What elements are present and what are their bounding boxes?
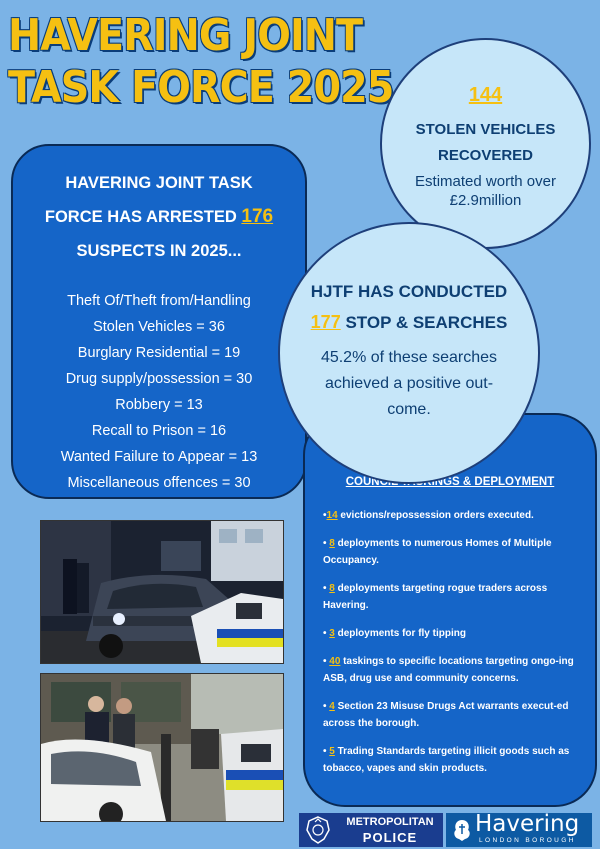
arrests-list	[13, 288, 305, 496]
council-item: •14 evictions/repossession orders executed.	[323, 510, 534, 521]
council-item: • 5 Trading Standards targeting illicit goods such as tobacco, vapes and skin products.	[323, 746, 570, 774]
stops-heading-2: 177 STOP & SEARCHES	[310, 312, 508, 332]
council-list	[323, 507, 583, 777]
police-crest-icon	[305, 816, 331, 844]
council-item: • 8 deployments targeting rogue traders across Havering.	[323, 583, 548, 611]
vehicles-worth-2: £2.9million	[449, 192, 522, 209]
havering-name: Havering	[475, 811, 580, 837]
vehicles-label-1: STOLEN VEHICLES	[415, 121, 556, 138]
stops-heading-1: HJTF HAS CONDUCTED	[310, 282, 508, 301]
stop-search-circle	[278, 222, 540, 484]
arrest-item: Miscellaneous offences = 30	[67, 475, 251, 491]
council-item: • 8 deployments to numerous Homes of Multiple Occupancy.	[323, 538, 552, 566]
arrest-item: Theft Of/Theft from/Handling	[67, 293, 251, 309]
stolen-vehicles-circle	[380, 38, 591, 249]
metropolitan-police-logo	[299, 813, 443, 847]
arrest-item: Burglary Residential = 19	[77, 345, 241, 361]
arrest-item: Robbery = 13	[115, 397, 203, 413]
council-item: • 4 Section 23 Misuse Drugs Act warrants execut-ed across the borough.	[323, 701, 569, 729]
stops-pct-3: come.	[387, 401, 431, 418]
council-item: • 40 taskings to specific locations targeting ongo-ing ASB, drug use and community concerns.	[323, 656, 574, 684]
page-title	[8, 10, 393, 114]
arrests-heading-3: SUSPECTS IN 2025...	[76, 242, 242, 260]
met-police-line-1: METROPOLITAN	[346, 816, 434, 828]
stops-pct-1: 45.2% of these searches	[320, 349, 498, 366]
council-heading: COUNCIL TASKINGS & DEPLOYMENT	[345, 476, 555, 488]
crash-scene-photo	[40, 520, 284, 664]
havering-subtitle: LONDON BOROUGH	[479, 837, 576, 844]
vehicles-count: 144	[468, 84, 503, 106]
arrest-item: Stolen Vehicles = 36	[93, 319, 225, 335]
title-line-2: TASK FORCE 2025	[8, 62, 394, 113]
arrest-item: Recall to Prison = 16	[91, 423, 227, 439]
title-line-1: HAVERING JOINT	[8, 10, 363, 61]
vehicles-worth-1: Estimated worth over	[415, 173, 556, 190]
arrest-item: Wanted Failure to Appear = 13	[60, 449, 258, 465]
arrests-heading-2: FORCE HAS ARRESTED 176	[44, 206, 274, 227]
vehicles-label-2: RECOVERED	[437, 147, 534, 164]
arrests-heading-1: HAVERING JOINT TASK	[65, 174, 253, 192]
havering-logo	[446, 813, 592, 847]
council-item: • 3 deployments for fly tipping	[323, 628, 466, 639]
crash-scene-image	[41, 521, 283, 663]
arrests-count: 176	[241, 206, 274, 227]
stops-pct-2: achieved a positive out-	[324, 375, 494, 392]
havering-crest-icon	[451, 818, 473, 842]
street-arrest-photo	[40, 673, 284, 822]
arrest-item: Drug supply/possession = 30	[65, 371, 253, 387]
arrests-panel	[11, 144, 307, 499]
stops-count: 177	[310, 312, 341, 332]
met-police-line-2: POLICE	[362, 830, 418, 845]
street-arrest-image	[41, 674, 283, 821]
